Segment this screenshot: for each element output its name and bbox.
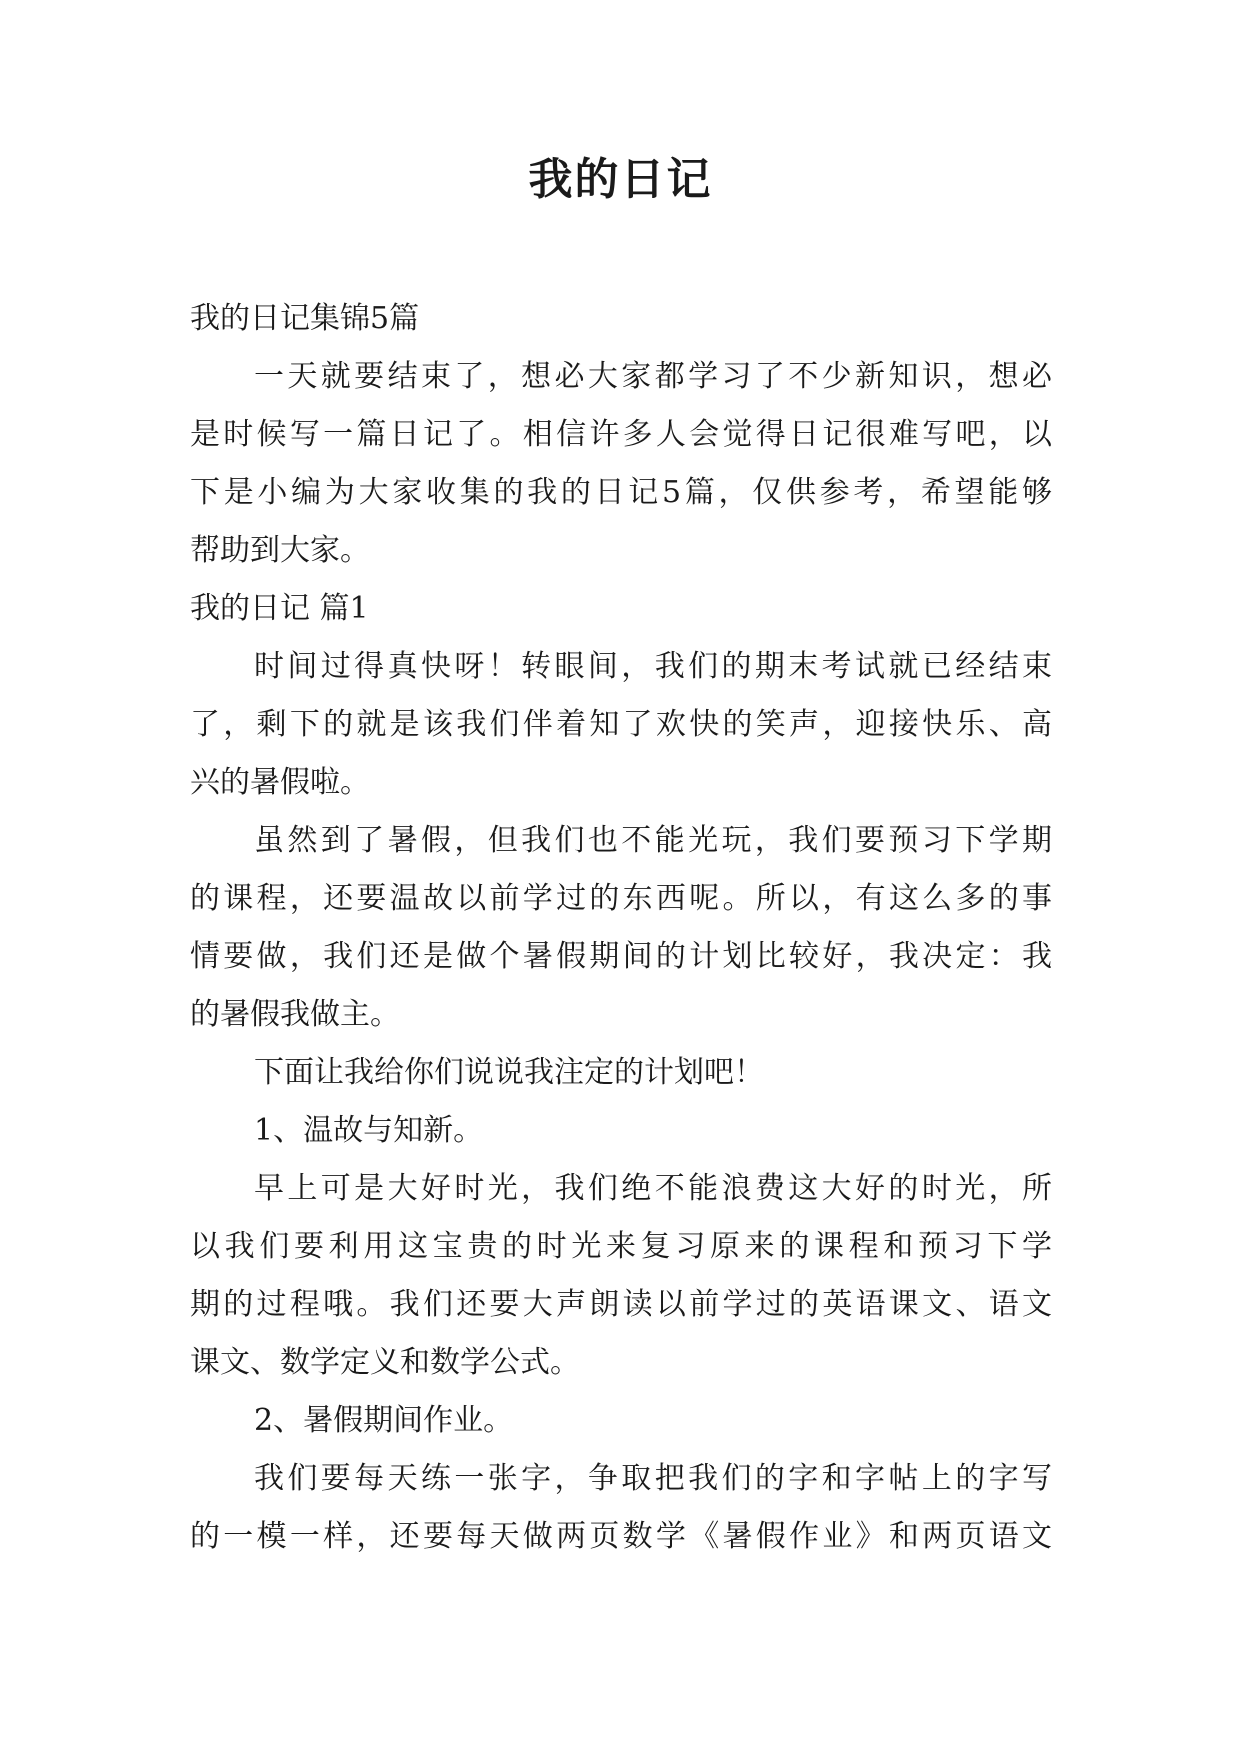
text-line: 期的过程哦。我们还要大声朗读以前学过的英语课文、语文 xyxy=(190,1287,1052,1322)
text-line: 的一模一样，还要每天做两页数学《暑假作业》和两页语文 xyxy=(190,1519,1052,1554)
text-line: 课文、数学定义和数学公式。 xyxy=(190,1345,580,1380)
text-line: 兴的暑假啦。 xyxy=(190,765,370,800)
text-line: 2、暑假期间作业。 xyxy=(254,1403,514,1438)
text-line: 1、温故与知新。 xyxy=(254,1113,484,1148)
text-line: 下是小编为大家收集的我的日记5篇，仅供参考，希望能够 xyxy=(190,475,1052,510)
text-line: 的暑假我做主。 xyxy=(190,997,400,1032)
page-title: 我的日记 xyxy=(528,154,713,205)
document-body xyxy=(190,290,1052,1566)
text-line: 一天就要结束了，想必大家都学习了不少新知识，想必 xyxy=(254,359,1052,394)
text-line: 情要做，我们还是做个暑假期间的计划比较好，我决定：我 xyxy=(190,939,1052,974)
text-line: 了，剩下的就是该我们伴着知了欢快的笑声，迎接快乐、高 xyxy=(190,707,1052,742)
text-line: 虽然到了暑假，但我们也不能光玩，我们要预习下学期 xyxy=(254,823,1052,858)
text-line: 我们要每天练一张字，争取把我们的字和字帖上的字写 xyxy=(254,1461,1052,1496)
text-line: 下面让我给你们说说我注定的计划吧！ xyxy=(254,1055,764,1090)
text-line: 我的日记 篇1 xyxy=(190,591,369,626)
text-line: 早上可是大好时光，我们绝不能浪费这大好的时光，所 xyxy=(254,1171,1052,1206)
text-line: 是时候写一篇日记了。相信许多人会觉得日记很难写吧，以 xyxy=(190,417,1052,452)
text-line: 我的日记集锦5篇 xyxy=(190,301,420,336)
text-line: 时间过得真快呀！转眼间，我们的期末考试就已经结束 xyxy=(254,649,1052,684)
text-line: 帮助到大家。 xyxy=(190,533,370,568)
text-line: 的课程，还要温故以前学过的东西呢。所以，有这么多的事 xyxy=(190,881,1052,916)
text-line: 以我们要利用这宝贵的时光来复习原来的课程和预习下学 xyxy=(190,1229,1052,1264)
